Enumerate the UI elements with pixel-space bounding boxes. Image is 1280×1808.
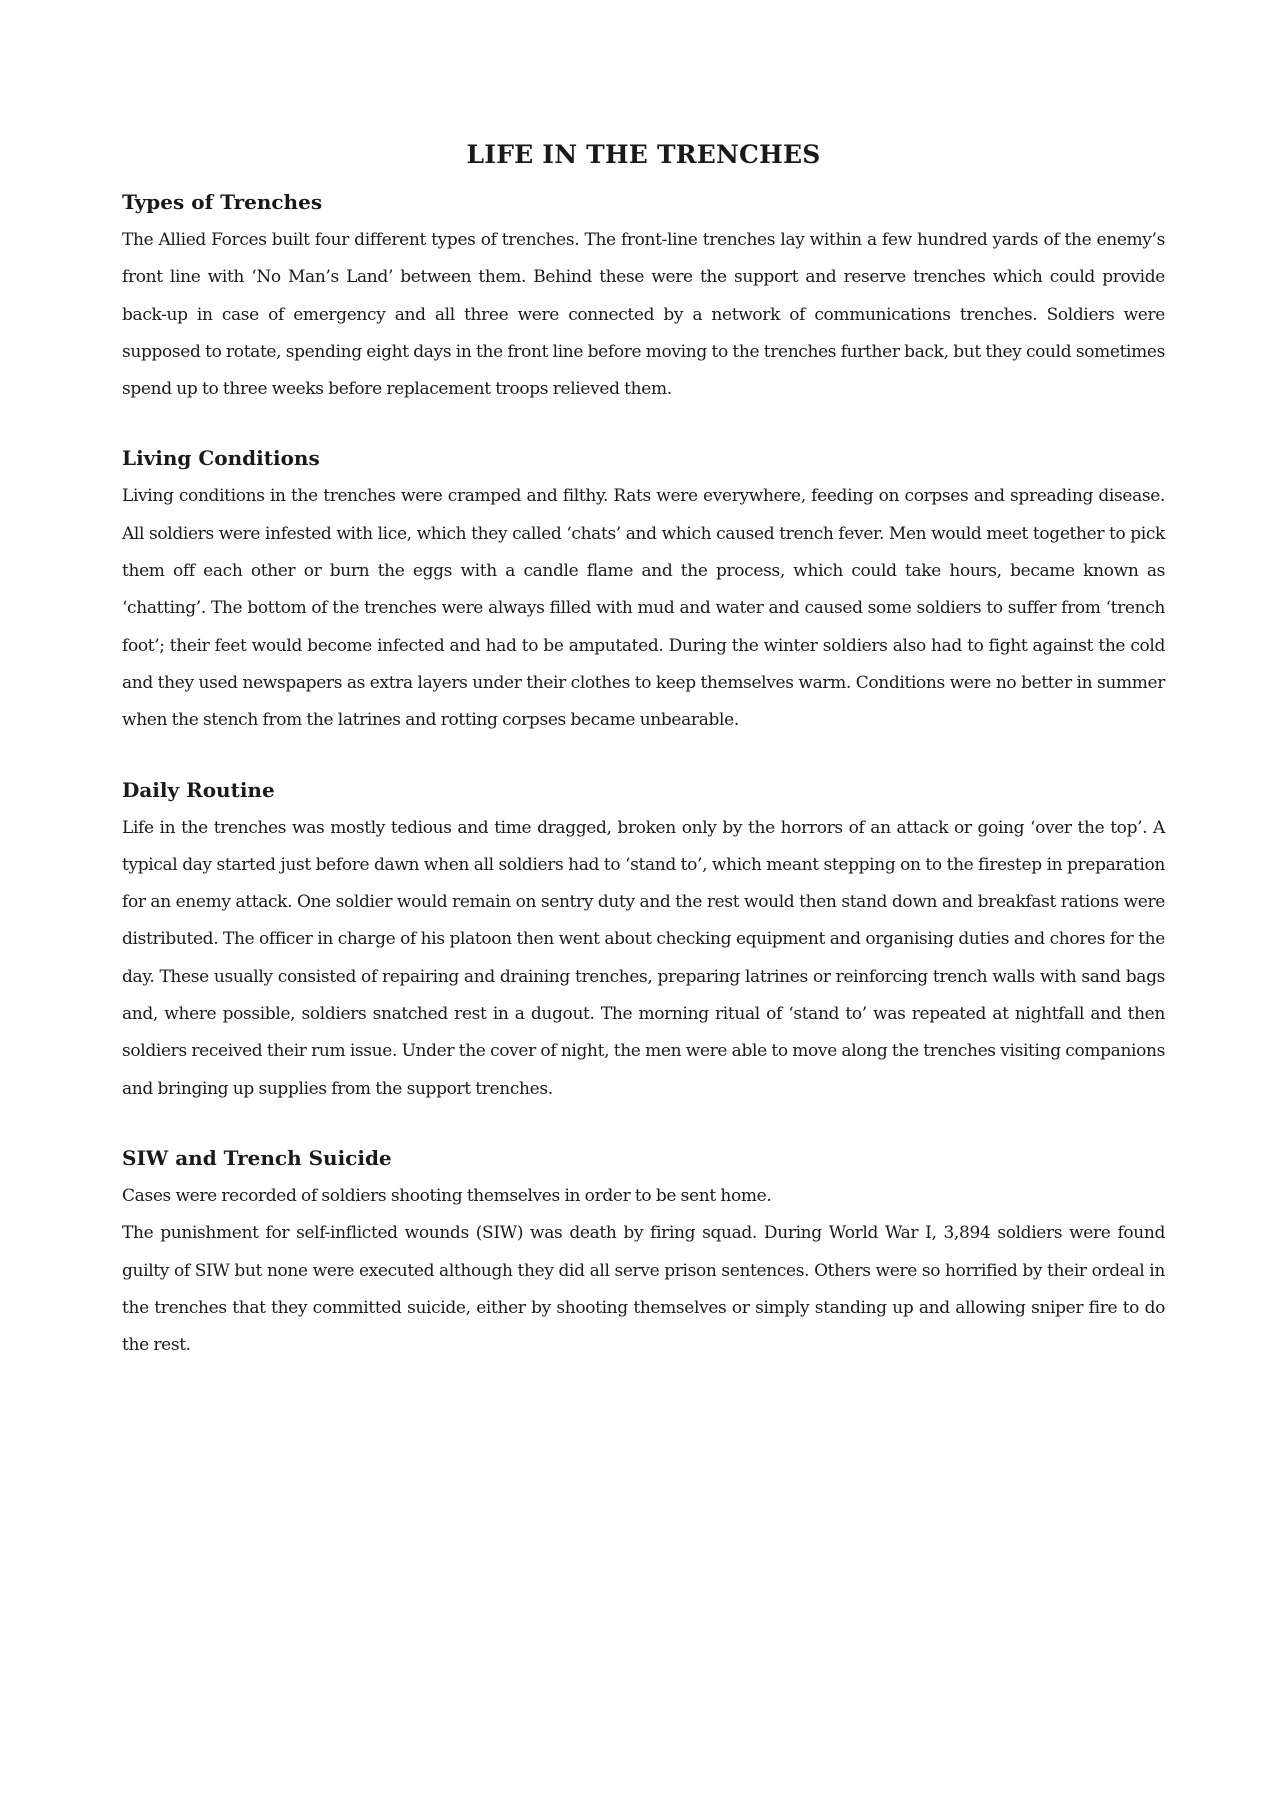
section-paragraph: The punishment for self-inflicted wounds (SIW) was death by firing squad. During World War I, 3,894 soldiers were found guilty of SIW but none were executed although they did all serve prison sentences. Others were so horrified by their ordeal in the trenches that they committed suicide, either by shooting themselves or simply standing up and allowing sniper fire to do the rest. [122,1223,1165,1356]
document-page [122,138,1165,1400]
section-paragraph: Life in the trenches was mostly tedious and time dragged, broken only by the horrors of an attack or going ‘over the top’. A typical day started just before dawn when all soldiers had to ‘stand to’, which meant stepping on to the firestep in preparation for an enemy attack. One soldier would remain on sentry duty and the rest would then stand down and breakfast rations were distributed. The officer in charge of his platoon then went about checking equipment and organising duties and chores for the day. These usually consisted of repairing and draining trenches, preparing latrines or reinforcing trench walls with sand bags and, where possible, soldiers snatched rest in a dugout. The morning ritual of ‘stand to’ was repeated at nightfall and then soldiers received their rum issue. Under the cover of night, the men were able to move along the trenches visiting companions and bringing up supplies from the support trenches. [122,817,1165,1099]
section-siw-and-trench-suicide [122,1144,1165,1364]
section-paragraph: Living conditions in the trenches were cramped and filthy. Rats were everywhere, feeding on corpses and spreading disease. All soldiers were infested with lice, which they called ‘chats’ and which caused trench fever. Men would meet together to pick them off each other or burn the eggs with a candle flame and the process, which could take hours, became known as ‘chatting’. The bottom of the trenches were always filled with mud and water and caused some soldiers to suffer from ‘trench foot’; their feet would become infected and had to be amputated. During the winter soldiers also had to fight against the cold and they used newspapers as extra layers under their clothes to keep themselves warm. Conditions were no better in summer when the stench from the latrines and rotting corpses became unbearable. [122,486,1165,731]
page-title: LIFE IN THE TRENCHES [466,140,821,169]
section-types-of-trenches [122,188,1165,408]
section-heading: Daily Routine [122,777,275,802]
section-heading: SIW and Trench Suicide [122,1145,392,1170]
section-heading: Types of Trenches [122,190,323,214]
section-paragraph: Cases were recorded of soldiers shooting themselves in order to be sent home. [122,1185,772,1206]
section-heading: Living Conditions [122,446,320,471]
section-daily-routine [122,776,1165,1108]
section-living-conditions [122,444,1165,739]
section-paragraph: The Allied Forces built four different types of trenches. The front-line trenches lay within a few hundred yards of the enemy’s front line with ‘No Man’s Land’ between them. Behind these were the support and reserve trenches which could provide back-up in case of emergency and all three were connected by a network of communications trenches. Soldiers were supposed to rotate, spending eight days in the front line before moving to the trenches further back, but they could sometimes spend up to three weeks before replacement troops relieved them. [122,230,1165,400]
